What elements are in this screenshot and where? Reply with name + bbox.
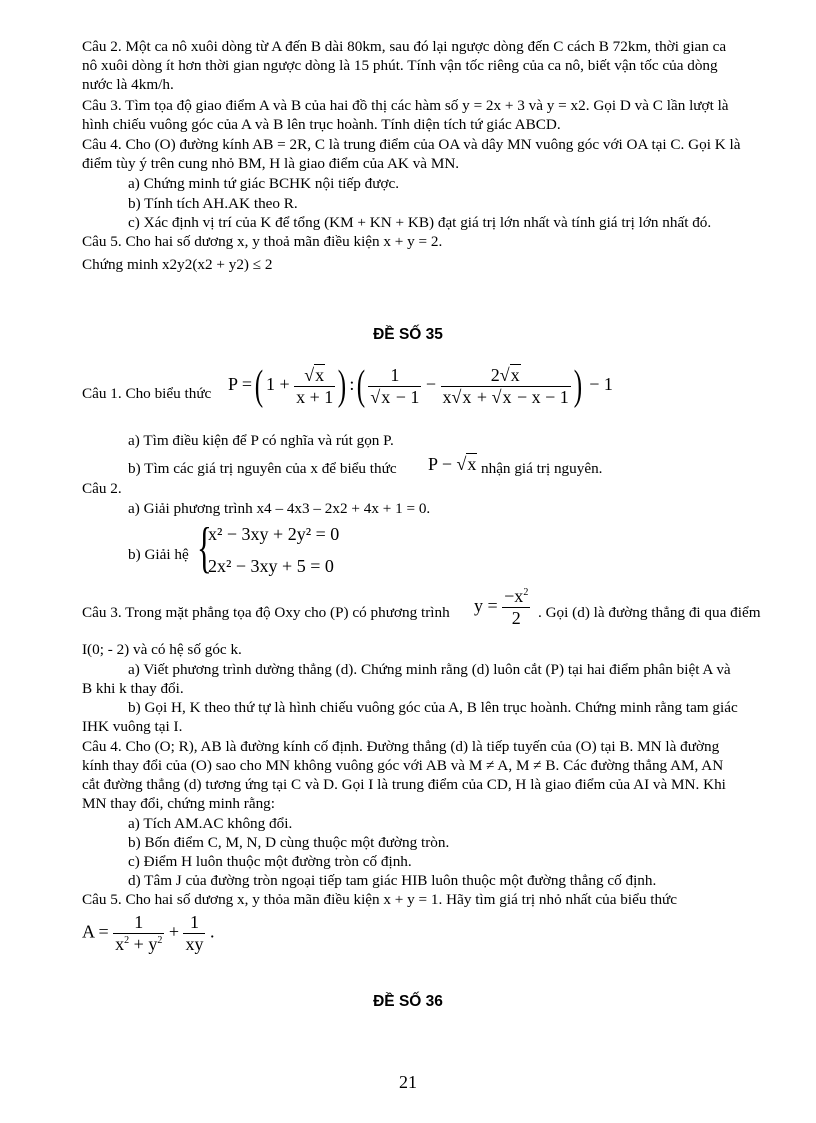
text-line: b) Tính tích AH.AK theo R. xyxy=(128,195,298,212)
text-line: Câu 4. Cho (O) đường kính AB = 2R, C là trung điểm của OA và dây MN vuông góc với OA tại C. Gọi K là xyxy=(82,136,741,153)
question-2-label: Câu 2. xyxy=(82,480,122,497)
question-2a: a) Giải phương trình x4 – 4x3 – 2x2 + 4x + 1 = 0. xyxy=(128,500,431,517)
text-line: kính thay đổi của (O) sao cho MN không vuông góc với AB và M ≠ A, M ≠ B. Các đường thẳng AM, AN xyxy=(82,757,724,774)
text-line: IHK vuông tại I. xyxy=(82,718,183,735)
question-2b-label: b) Giải hệ xyxy=(128,546,189,563)
formula-a: A = $\frac{1}{x^2 + y^2}$ + $\frac{1}{xy}$ . xyxy=(82,912,215,954)
text-line: d) Tâm J của đường tròn ngoại tiếp tam giác HIB luôn thuộc một đường thẳng cố định. xyxy=(128,872,657,889)
question-1b-post: nhận giá trị nguyên. xyxy=(481,460,603,477)
text-line: B khi k thay đổi. xyxy=(82,680,184,697)
text-line: Câu 4. Cho (O; R), AB là đường kính cố định. Đường thẳng (d) là tiếp tuyến của (O) tại B. MN là đường xyxy=(82,738,720,755)
text-line: Câu 5. Cho hai số dương x, y thoả mãn điều kiện x + y = 2. xyxy=(82,233,443,250)
question-1a: a) Tìm điều kiện để P có nghĩa và rút gọn P. xyxy=(128,432,394,449)
text-line: MN thay đổi, chứng minh rằng: xyxy=(82,795,275,812)
text-line: Câu 2. Một ca nô xuôi dòng từ A đến B dài 80km, sau đó lại ngược dòng đến C cách B 72km, thời gian ca xyxy=(82,38,727,55)
text-line: I(0; - 2) và có hệ số góc k. xyxy=(82,641,242,658)
question-1b-pre: b) Tìm các giá trị nguyên của x để biểu thức xyxy=(128,460,397,477)
text-line: b) Gọi H, K theo thứ tự là hình chiếu vuông góc của A, B lên trục hoành. Chứng minh rằng tam giác xyxy=(128,699,738,716)
text-line: hình chiếu vuông góc của A và B lên trục hoành. Tính diện tích tứ giác ABCD. xyxy=(82,116,561,133)
text-line: cắt đường thẳng (d) tương ứng tại C và D. Gọi I là trung điểm của CD, H là giao điểm của AI và MN. Khi xyxy=(82,776,726,793)
text-line: nô xuôi dòng ít hơn thời gian ngược dòng là 15 phút. Tính vận tốc riêng của ca nô, biết vận tốc của dòng xyxy=(82,57,718,74)
text-line: b) Bốn điểm C, M, N, D cùng thuộc một đường tròn. xyxy=(128,834,450,851)
text-line: Câu 5. Cho hai số dương x, y thỏa mãn điều kiện x + y = 1. Hãy tìm giá trị nhỏ nhất của biểu thức xyxy=(82,891,678,908)
question-3-post: . Gọi (d) là đường thẳng đi qua điểm xyxy=(538,604,761,621)
text-line: nước là 4km/h. xyxy=(82,76,174,93)
text-line: a) Chứng minh tứ giác BCHK nội tiếp được. xyxy=(128,175,400,192)
text-line: c) Điểm H luôn thuộc một đường tròn cố định. xyxy=(128,853,412,870)
system-eq-1: x² − 3xy + 2y² = 0 xyxy=(208,524,340,544)
text-line: Chứng minh x2y2(x2 + y2) ≤ 2 xyxy=(82,256,273,273)
section-heading: ĐỀ SỐ 36 xyxy=(373,993,443,1010)
system-eq-2: 2x² − 3xy + 5 = 0 xyxy=(208,556,334,576)
formula-parabola: y = $\frac{-x^2}{2}$ xyxy=(474,586,529,628)
section-heading: ĐỀ SỐ 35 xyxy=(373,326,443,343)
question-3-pre: Câu 3. Trong mặt phẳng tọa độ Oxy cho (P) có phương trình xyxy=(82,604,450,621)
formula-p: P =( 1 + $\frac{√x}{x + 1}$ ) :( $\frac{1}{√x - 1}$ − $\frac{2√x}{x√x + √x - x - 1}$ ) − 1 xyxy=(228,363,613,409)
formula-p-minus-sqrt-x: P − √x xyxy=(428,454,477,474)
system-brace: { xyxy=(197,517,212,579)
text-line: Câu 3. Tìm tọa độ giao điểm A và B của hai đồ thị các hàm số y = 2x + 3 và y = x2. Gọi D và C lần lượt là xyxy=(82,97,729,114)
text-line: a) Tích AM.AC không đổi. xyxy=(128,815,293,832)
text-line: c) Xác định vị trí của K để tổng (KM + KN + KB) đạt giá trị lớn nhất và tính giá trị lớn nhất đó. xyxy=(128,214,712,231)
question-1-label: Câu 1. Cho biểu thức xyxy=(82,385,212,402)
text-line: điểm tùy ý trên cung nhỏ BM, H là giao điểm của AK và MN. xyxy=(82,155,460,172)
text-line: a) Viết phương trình dường thẳng (d). Chứng minh rằng (d) luôn cắt (P) tại hai điểm phân biệt A và xyxy=(128,661,731,678)
page-number: 21 xyxy=(399,1072,417,1092)
